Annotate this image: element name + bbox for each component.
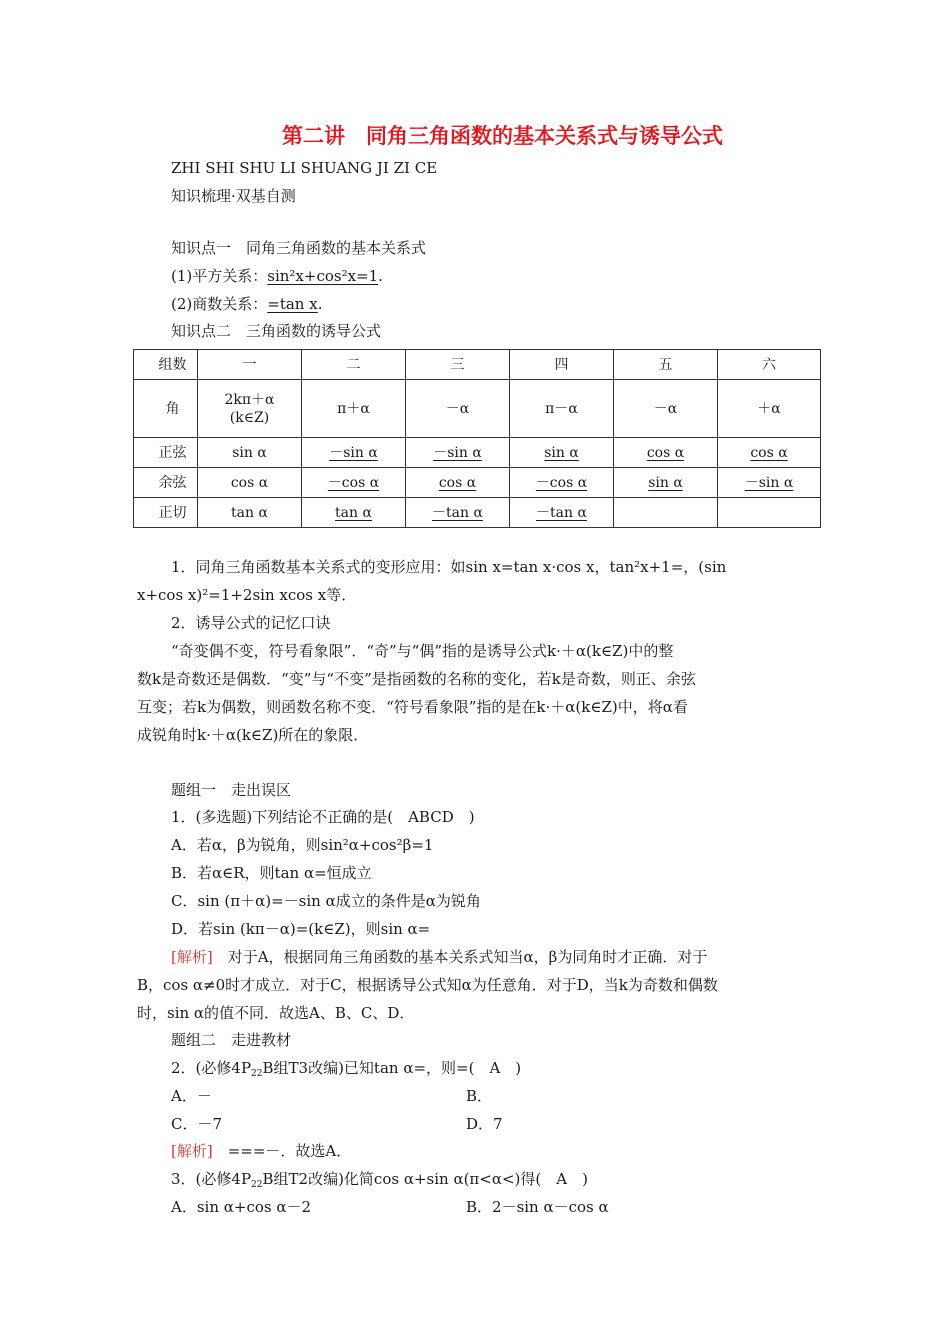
table-cell-value: －sin α: [329, 444, 378, 461]
note1-line1: 1．同角三角函数基本关系式的变形应用：如sin x=tan x·cos x，tan²x+1=，(sin: [171, 558, 727, 576]
analysis-label: [解析]: [171, 1142, 213, 1160]
table-cell-value: －tan α: [536, 504, 587, 521]
table-cell: π＋α: [302, 380, 406, 438]
question-3: [171, 1169, 588, 1189]
q2-analysis: [171, 1141, 351, 1161]
table-cell: [302, 438, 406, 468]
kp1-item2-prefix: (2)商数关系：: [171, 295, 268, 313]
table-cell: [614, 498, 718, 528]
table-row-label: 余弦: [134, 468, 198, 498]
q2-option-b: B．: [466, 1087, 493, 1105]
table-cell-value: －sin α: [433, 444, 482, 461]
group2-heading: 题组二 走进教材: [171, 1031, 292, 1049]
note2-heading: 2．诱导公式的记忆口诀: [171, 614, 331, 632]
table-cell: [510, 438, 614, 468]
table-row-label: 正切: [134, 498, 198, 528]
kp1-item1-formula: sin²x+cos²x=1: [267, 267, 379, 285]
q1-option-c: C．sin (π＋α)=－sin α成立的条件是α为锐角: [171, 892, 481, 910]
q2-option-c: C．－7: [171, 1115, 223, 1133]
table-cell: tan α: [198, 498, 302, 528]
kp1-item2: (2)商数关系：=tan x.: [171, 295, 323, 313]
note1-line2: x+cos x)²=1+2sin xcos x等．: [137, 586, 357, 604]
q2-option-d: D．7: [466, 1115, 503, 1133]
table-cell: [406, 468, 510, 498]
table-row-angle: [134, 380, 821, 438]
kp1-item1: (1)平方关系：sin²x+cos²x=1.: [171, 267, 383, 285]
table-cell: [406, 438, 510, 468]
q1-option-b: B．若α∈R，则tan α=恒成立: [171, 864, 372, 882]
table-cell-value: －tan α: [432, 504, 483, 521]
note2-line4: 成锐角时k·＋α(k∈Z)所在的象限．: [137, 726, 369, 744]
table-cell-value: －cos α: [535, 474, 588, 491]
table-header-cell: 四: [510, 350, 614, 380]
table-cell-value: sin α: [544, 444, 579, 461]
q2-prefix: 2．(必修4P: [171, 1059, 252, 1077]
angle-group1-line2: (k∈Z): [229, 409, 270, 426]
table-cell: [406, 498, 510, 528]
table-cell: [302, 498, 406, 528]
table-cell: －α: [406, 380, 510, 438]
table-cell-value: cos α: [750, 444, 788, 461]
q2-option-a: A．－: [171, 1087, 212, 1105]
q1-analysis-line1: [171, 947, 707, 967]
table-header-cell: 组数: [134, 350, 198, 380]
table-header-row: [134, 350, 821, 380]
table-row-sine: [134, 438, 821, 468]
question-1: 1．(多选题)下列结论不正确的是( ABCD ): [171, 808, 475, 826]
table-cell: [614, 438, 718, 468]
page-title: 第二讲 同角三角函数的基本关系式与诱导公式: [282, 124, 723, 148]
table-cell: [510, 498, 614, 528]
table-cell: cos α: [198, 468, 302, 498]
pinyin-heading: ZHI SHI SHU LI SHUANG JI ZI CE: [171, 159, 438, 177]
kp2-heading: 知识点二 三角函数的诱导公式: [171, 322, 382, 340]
angle-group1-line1: 2kπ＋α: [224, 391, 275, 408]
table-cell: －α: [614, 380, 718, 438]
kp1-heading: 知识点一 同角三角函数的基本关系式: [171, 239, 427, 257]
table-header-cell: 三: [406, 350, 510, 380]
section-heading: 知识梳理·双基自测: [171, 187, 296, 205]
q3-page-subscript: 22: [251, 1180, 263, 1190]
table-row-tangent: [134, 498, 821, 528]
note2-line3: 互变；若k为偶数，则函数名称不变．“符号看象限”指的是在k·＋α(k∈Z)中，将α看: [137, 698, 688, 716]
q1-analysis-line3: 时，sin α的值不同．故选A、B、C、D．: [137, 1004, 415, 1022]
table-cell-value: tan α: [335, 504, 372, 521]
table-cell: [614, 468, 718, 498]
kp1-item1-prefix: (1)平方关系：: [171, 267, 268, 285]
table-cell-value: sin α: [648, 474, 683, 491]
q3-prefix: 3．(必修4P: [171, 1170, 252, 1188]
table-cell: sin α: [198, 438, 302, 468]
q2-page-subscript: 22: [251, 1069, 263, 1079]
table-cell: [718, 468, 821, 498]
table-header-cell: 五: [614, 350, 718, 380]
q3-option-b: B．2－sin α－cos α: [466, 1198, 609, 1216]
q3-option-a: A．sin α+cos α－2: [171, 1198, 312, 1216]
q3-text: B组T2改编)化简cos α+sin α(π<α<)得( A ): [262, 1170, 588, 1188]
table-cell: [718, 438, 821, 468]
table-row-label: 角: [134, 380, 198, 438]
table-cell-value: －cos α: [327, 474, 380, 491]
table-header-cell: 六: [718, 350, 821, 380]
q1-option-a: A．若α，β为锐角，则sin²α+cos²β=1: [171, 836, 434, 854]
table-header-cell: 二: [302, 350, 406, 380]
kp1-item2-formula: =tan x: [267, 295, 318, 313]
q1-analysis-line2: B，cos α≠0时才成立．对于C，根据诱导公式知α为任意角．对于D，当k为奇数和偶数: [137, 976, 718, 994]
analysis-text: ===－．故选A．: [212, 1142, 352, 1160]
q2-text: B组T3改编)已知tan α=，则=( A ): [262, 1059, 522, 1077]
table-cell: ＋α: [718, 380, 821, 438]
note2-line2: 数k是奇数还是偶数．“变”与“不变”是指函数的名称的变化，若k是奇数，则正、余弦: [137, 670, 696, 688]
table-cell-value: cos α: [438, 474, 477, 491]
question-2: [171, 1058, 521, 1078]
analysis-label: [解析]: [171, 948, 213, 966]
table-row-label: 正弦: [134, 438, 198, 468]
note2-line1: “奇变偶不变，符号看象限”．“奇”与“偶”指的是诱导公式k·＋α(k∈Z)中的整: [171, 642, 674, 660]
table-cell: [198, 380, 302, 438]
analysis-text: 对于A，根据同角三角函数的基本关系式知当α，β为同角时才正确．对于: [212, 948, 708, 966]
table-row-cosine: [134, 468, 821, 498]
group1-heading: 题组一 走出误区: [171, 781, 292, 799]
table-cell-value: cos α: [646, 444, 685, 461]
table-cell: [718, 498, 821, 528]
table-cell: π－α: [510, 380, 614, 438]
induction-formula-table: [133, 349, 821, 528]
q1-option-d: D．若sin (kπ－α)=(k∈Z)，则sin α=: [171, 920, 431, 938]
table-cell: [302, 468, 406, 498]
table-header-cell: 一: [198, 350, 302, 380]
table-cell: [510, 468, 614, 498]
table-cell-value: －sin α: [744, 474, 794, 491]
